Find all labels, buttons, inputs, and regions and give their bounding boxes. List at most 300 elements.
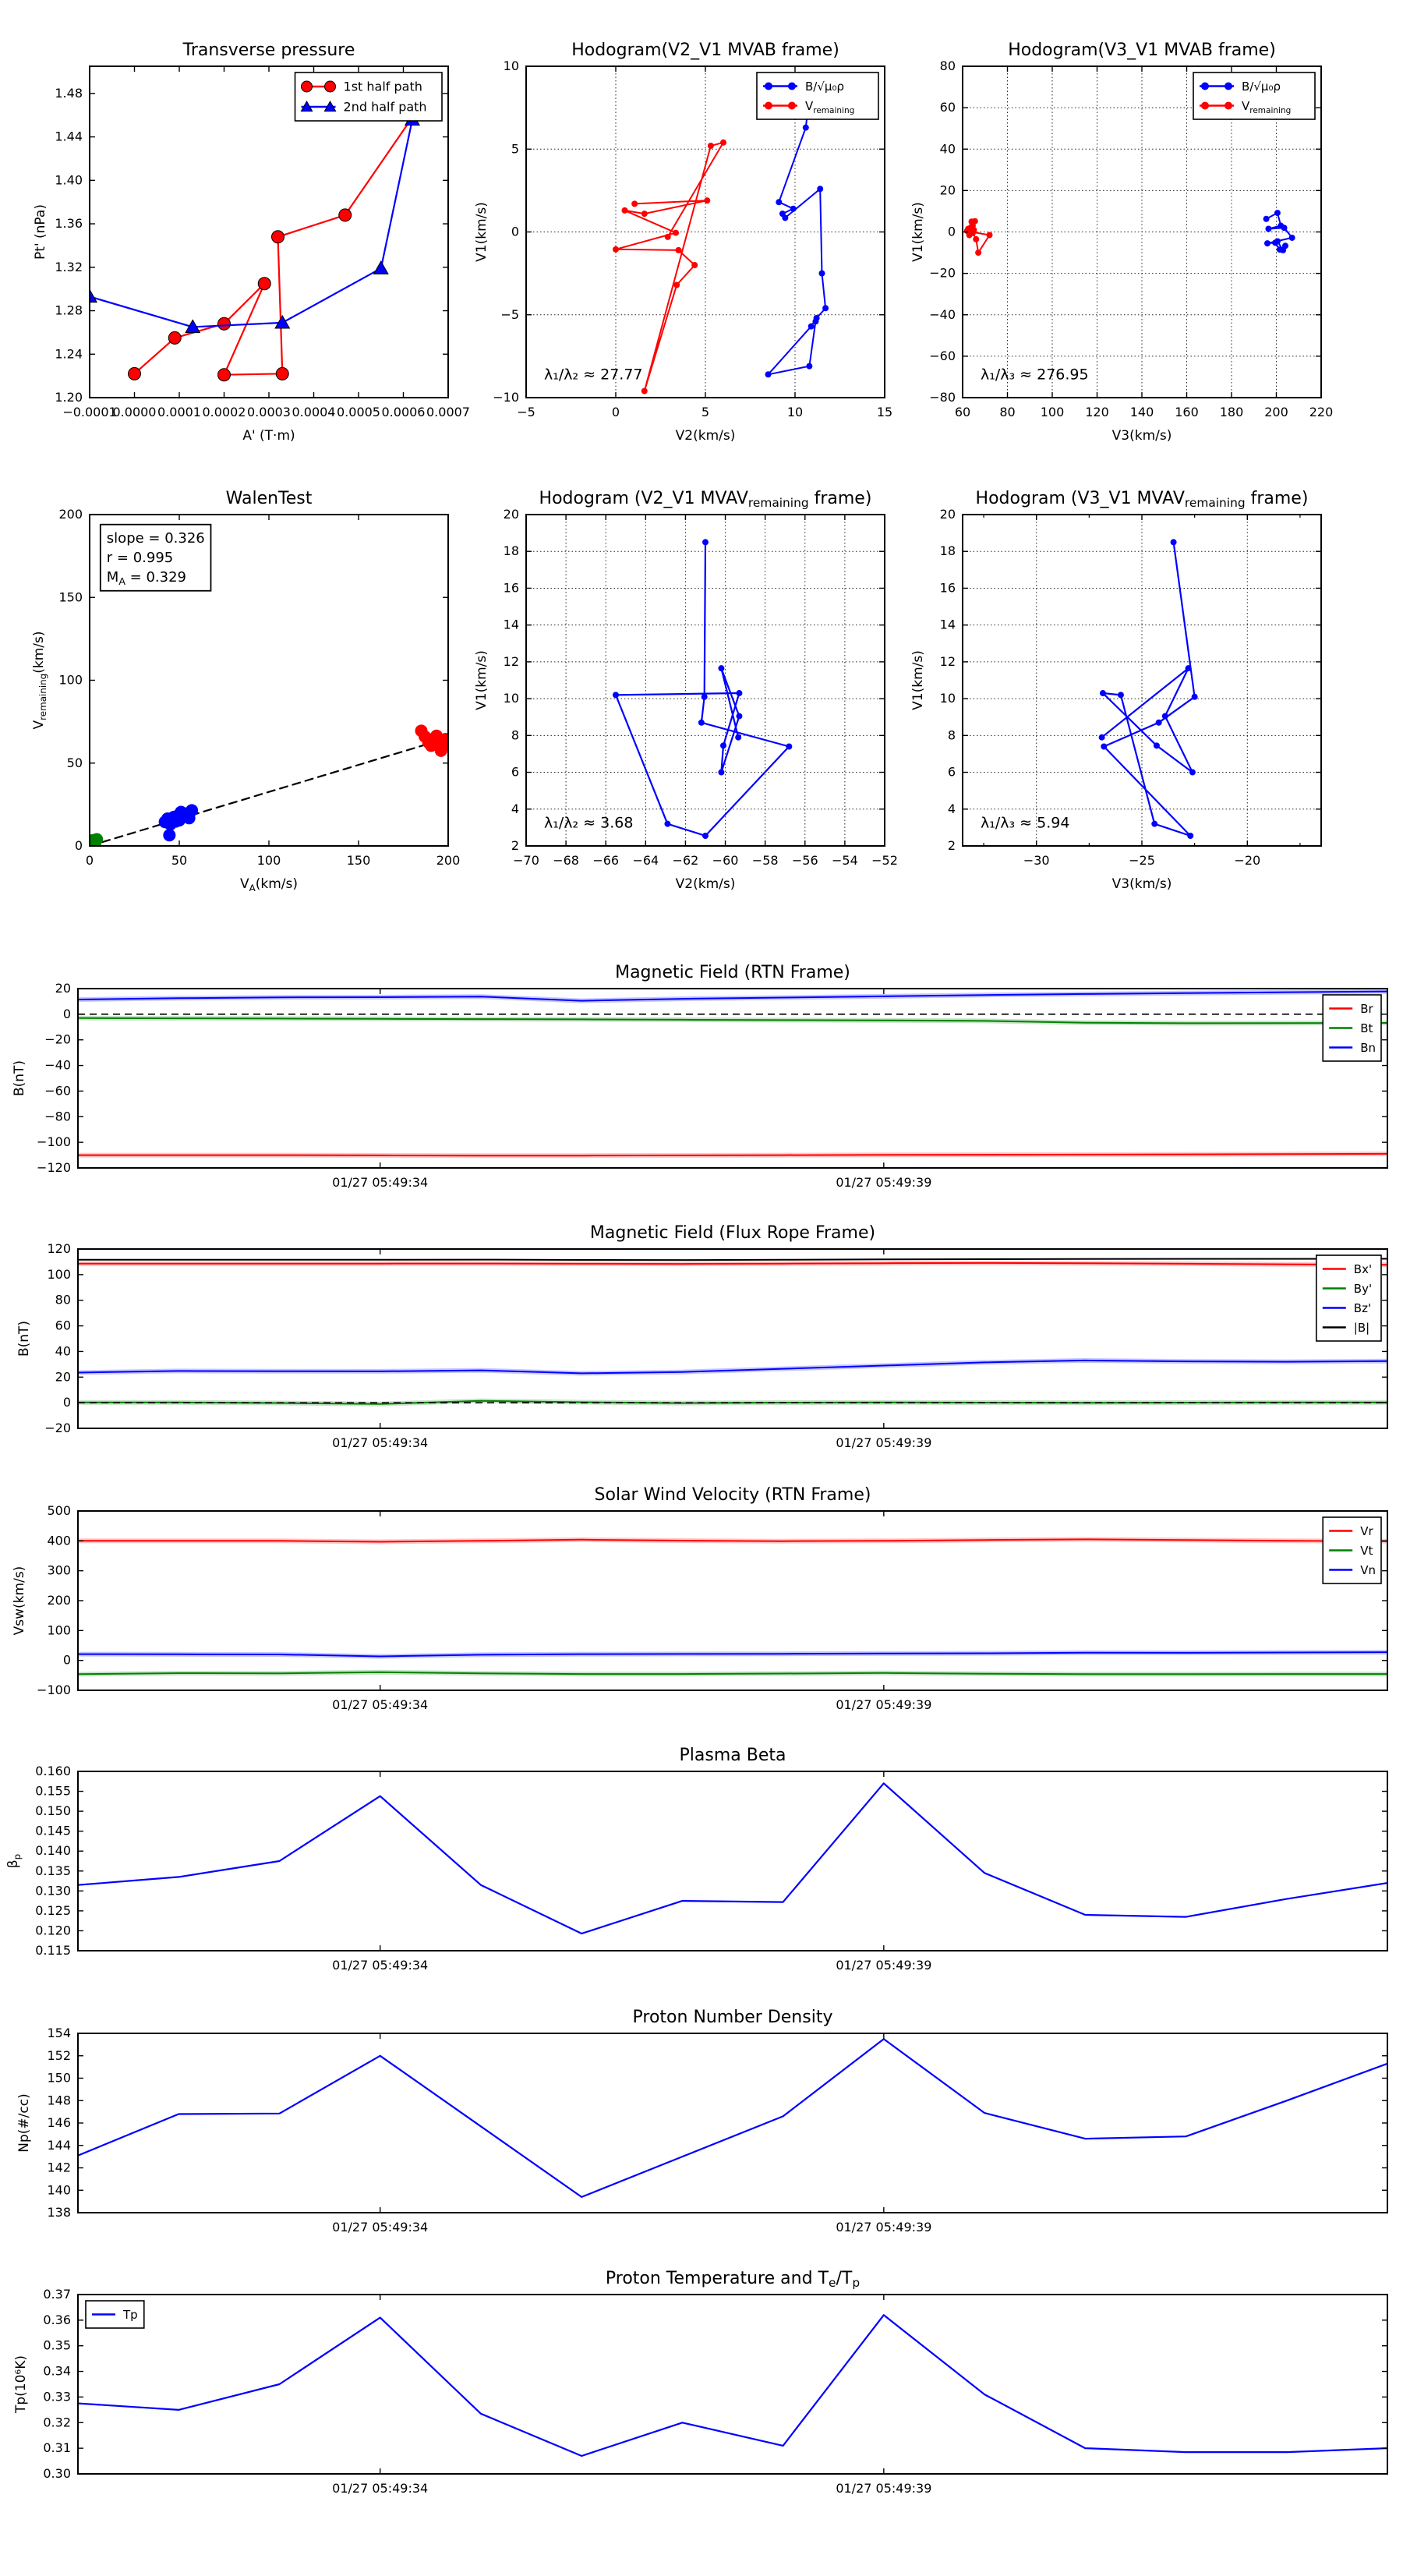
y-tick-label: 150: [47, 2070, 71, 2086]
y-axis-label: $V_{remaining}(km/s)$: [31, 631, 48, 730]
x-tick-label: 01/27 05:49:39: [836, 2220, 932, 2235]
axes-background: [78, 2033, 1387, 2213]
marker-dot: [613, 692, 619, 698]
x-tick-label: 120: [1085, 405, 1109, 419]
legend-label: |B|: [1353, 1320, 1370, 1335]
marker-dot: [702, 694, 708, 700]
y-tick-label: 1.44: [55, 129, 83, 144]
marker-dot: [817, 186, 823, 192]
marker-dot: [1186, 665, 1192, 671]
chart-title: Transverse pressure: [182, 41, 355, 60]
marker-dot: [975, 249, 981, 256]
marker-dot: [704, 197, 710, 203]
x-tick-label: 01/27 05:49:34: [332, 2220, 429, 2235]
y-axis-label: V1(km/s): [910, 650, 926, 710]
x-tick-label: 220: [1309, 405, 1334, 419]
marker-dot: [812, 318, 818, 324]
y-tick-label: 8: [511, 727, 519, 743]
y-tick-label: 500: [47, 1503, 71, 1518]
y-tick-label: 80: [939, 58, 956, 73]
marker-dot: [969, 229, 975, 235]
x-tick-label: 0: [85, 853, 94, 868]
marker-dot: [1101, 744, 1107, 750]
legend: [1323, 1517, 1381, 1583]
y-tick-label: 10: [939, 691, 956, 706]
marker-dot: [1162, 713, 1168, 720]
y-tick-label: −100: [37, 1134, 71, 1150]
marker-dot: [1171, 539, 1177, 545]
marker-dot: [718, 770, 724, 776]
marker-dot: [698, 720, 705, 726]
y-tick-label: 0.30: [43, 2466, 71, 2481]
x-tick-label: −70: [513, 853, 539, 868]
x-tick-label: −56: [791, 853, 818, 868]
y-tick-label: 0.155: [35, 1783, 71, 1799]
chart-proton-temp: [13, 2269, 1387, 2496]
y-axis-label: Tp(10⁶K): [13, 2355, 29, 2414]
x-tick-label: −62: [672, 853, 699, 868]
marker-dot: [1187, 833, 1193, 839]
marker-circle: [325, 81, 336, 92]
y-tick-label: 20: [55, 1369, 71, 1385]
y-tick-label: 150: [58, 589, 83, 605]
marker-dot: [641, 388, 648, 395]
axes-background: [78, 989, 1387, 1168]
x-tick-label: 0.0001: [157, 405, 201, 419]
y-tick-label: 0.120: [35, 1923, 71, 1938]
y-tick-label: 80: [55, 1292, 71, 1307]
y-tick-label: 0.33: [43, 2389, 71, 2404]
chart-proton-density: [16, 2008, 1387, 2235]
y-tick-label: 0.125: [35, 1902, 71, 1918]
y-tick-label: −100: [37, 1683, 71, 1697]
y-tick-label: 200: [47, 1593, 71, 1608]
y-tick-label: 400: [47, 1533, 71, 1548]
y-tick-label: 1.40: [55, 172, 83, 188]
x-tick-label: 140: [1129, 405, 1154, 419]
legend-label: Bt: [1360, 1021, 1373, 1035]
y-tick-label: 120: [47, 1241, 71, 1256]
marker-dot: [1151, 821, 1157, 827]
y-tick-label: 0.115: [35, 1943, 71, 1958]
y-tick-label: 100: [47, 1622, 71, 1638]
chart-hodogram-v2v1-mvav: [474, 489, 898, 892]
y-tick-label: 0: [511, 224, 519, 239]
y-tick-label: 60: [55, 1318, 71, 1333]
y-tick-label: 0.160: [35, 1764, 71, 1778]
y-tick-label: −20: [44, 1421, 71, 1435]
marker-dot: [819, 271, 825, 277]
y-axis-label: V1(km/s): [910, 202, 926, 262]
marker-circle: [218, 317, 231, 330]
y-tick-label: 2: [947, 838, 956, 853]
legend-label: B/√μ₀ρ: [805, 79, 844, 94]
y-tick-label: 6: [511, 764, 519, 780]
marker-dot: [641, 211, 648, 217]
x-tick-label: 0.0006: [381, 405, 426, 419]
marker-dot: [1274, 210, 1281, 216]
x-axis-label: V2(km/s): [675, 876, 736, 892]
marker-dot: [1263, 216, 1270, 222]
y-tick-label: 0.32: [43, 2415, 71, 2430]
marker-dot: [1118, 692, 1124, 698]
marker-dot: [622, 207, 628, 214]
legend-label: Vt: [1360, 1543, 1373, 1558]
y-tick-label: 16: [939, 580, 956, 596]
marker-dot: [1156, 720, 1162, 726]
chart-title: Magnetic Field (RTN Frame): [615, 963, 850, 982]
annotation-text: λ₁/λ₂ ≈ 27.77: [544, 366, 643, 384]
marker-dot: [1201, 102, 1209, 110]
legend-label: Tp: [123, 2307, 138, 2322]
y-tick-label: 142: [47, 2160, 71, 2175]
marker-circle: [276, 367, 288, 380]
marker-dot: [803, 125, 809, 131]
marker-dot: [1189, 770, 1196, 776]
marker-dot: [1099, 734, 1105, 741]
marker-dot: [765, 83, 772, 90]
chart-mag-rtn: [12, 963, 1387, 1190]
y-tick-label: 20: [939, 507, 956, 522]
marker-dot: [1264, 240, 1270, 246]
y-tick-label: 0: [62, 1006, 71, 1021]
x-tick-label: 80: [999, 405, 1016, 419]
y-tick-label: 20: [503, 507, 519, 522]
marker-dot: [987, 232, 993, 238]
x-tick-label: 01/27 05:49:39: [836, 1697, 932, 1712]
y-tick-label: −60: [929, 348, 956, 363]
chart-title: Hodogram(V2_V1 MVAB frame): [571, 41, 839, 60]
y-tick-label: 0.34: [43, 2363, 71, 2379]
x-tick-label: 01/27 05:49:39: [836, 2481, 932, 2496]
y-tick-label: 154: [47, 2026, 71, 2040]
y-axis-label: B(nT): [16, 1320, 32, 1357]
x-axis-label: A' (T·m): [242, 428, 295, 444]
y-tick-label: 100: [47, 1266, 71, 1282]
legend: [295, 73, 442, 121]
marker-dot: [1274, 238, 1281, 244]
legend-label: $V_{remaining}$: [805, 98, 855, 115]
x-tick-label: 01/27 05:49:39: [836, 1435, 932, 1450]
x-tick-label: 0.0004: [292, 405, 336, 419]
y-tick-label: 1.36: [55, 216, 83, 232]
y-tick-label: −40: [929, 306, 956, 322]
y-tick-label: 1.48: [55, 85, 83, 101]
y-tick-label: −120: [37, 1160, 71, 1175]
axes-background: [78, 2295, 1387, 2474]
y-tick-label: 18: [939, 543, 956, 559]
marker-dot: [776, 199, 782, 205]
marker-dot: [613, 246, 619, 253]
marker-dot: [173, 814, 186, 826]
marker-dot: [806, 363, 812, 370]
y-tick-label: 20: [939, 182, 956, 198]
y-axis-label: $\beta_p$: [5, 1853, 23, 1869]
chart-velocity-rtn: [12, 1485, 1387, 1712]
marker-dot: [788, 83, 796, 90]
marker-dot: [1289, 235, 1295, 241]
marker-dot: [435, 745, 447, 757]
chart-mag-fluxrope: [16, 1223, 1387, 1450]
marker-dot: [788, 102, 796, 110]
marker-dot: [691, 262, 698, 268]
marker-dot: [673, 230, 679, 236]
x-tick-label: 0: [611, 405, 620, 419]
x-tick-label: −68: [553, 853, 579, 868]
y-tick-label: 40: [939, 141, 956, 157]
y-tick-label: 2: [511, 838, 519, 853]
chart-plasma-beta: [5, 1746, 1387, 1973]
y-tick-label: 14: [939, 617, 956, 632]
y-tick-label: 0.130: [35, 1883, 71, 1898]
y-tick-label: 18: [503, 543, 519, 559]
legend-label: 2nd half path: [343, 99, 427, 115]
x-tick-label: 0.0005: [337, 405, 380, 419]
marker-dot: [736, 690, 742, 696]
marker-dot: [1265, 226, 1271, 232]
x-tick-label: 5: [701, 405, 710, 419]
x-tick-label: 01/27 05:49:34: [332, 1435, 429, 1450]
marker-dot: [702, 539, 709, 545]
legend-label: By': [1353, 1281, 1373, 1296]
marker-dot: [718, 665, 724, 671]
x-tick-label: −66: [592, 853, 620, 868]
x-tick-label: 01/27 05:49:39: [836, 1175, 932, 1190]
x-tick-label: 150: [346, 853, 371, 868]
x-tick-label: 01/27 05:49:34: [332, 1175, 429, 1190]
y-tick-label: 0: [62, 1652, 71, 1668]
y-tick-label: 5: [511, 141, 519, 157]
marker-dot: [765, 102, 772, 110]
x-tick-label: −5: [517, 405, 535, 419]
y-axis-label: Np(#/cc): [16, 2093, 32, 2153]
y-tick-label: 12: [939, 653, 956, 669]
y-tick-label: 12: [503, 653, 519, 669]
y-tick-label: 50: [66, 755, 83, 770]
y-tick-label: 1.28: [55, 303, 83, 318]
x-tick-label: −64: [632, 853, 659, 868]
y-axis-label: V1(km/s): [474, 202, 489, 262]
y-tick-label: 0.31: [43, 2440, 71, 2456]
marker-dot: [631, 200, 638, 207]
y-tick-label: 300: [47, 1562, 71, 1578]
legend-label: Vr: [1360, 1523, 1373, 1538]
chart-hodogram-v2v1-mvab: [474, 41, 892, 444]
marker-dot: [1201, 83, 1209, 90]
y-tick-label: 10: [503, 58, 519, 73]
y-axis-label: Vsw(km/s): [12, 1566, 27, 1636]
x-tick-label: 200: [1264, 405, 1288, 419]
y-tick-label: 0.135: [35, 1863, 71, 1878]
marker-dot: [973, 236, 979, 242]
y-tick-label: 1.20: [55, 390, 83, 405]
marker-dot: [1100, 690, 1106, 696]
marker-dot: [720, 742, 726, 748]
chart-title: Solar Wind Velocity (RTN Frame): [594, 1485, 871, 1505]
marker-circle: [272, 231, 284, 243]
marker-dot: [786, 744, 792, 750]
y-tick-label: 60: [939, 100, 956, 115]
chart-title: Proton Temperature and Te/Tp: [605, 2269, 861, 2290]
legend-label: Bx': [1353, 1261, 1373, 1276]
y-tick-label: −10: [493, 390, 519, 405]
x-tick-label: −60: [712, 853, 739, 868]
marker-dot: [87, 838, 99, 851]
marker-dot: [702, 833, 709, 839]
y-tick-label: 0: [62, 1395, 71, 1410]
marker-dot: [665, 234, 671, 240]
y-tick-label: 0.35: [43, 2337, 71, 2353]
y-axis-label: V1(km/s): [474, 650, 489, 710]
x-tick-label: −30: [1023, 853, 1050, 868]
chart-title: Magnetic Field (Flux Rope Frame): [589, 1223, 876, 1243]
marker-dot: [673, 282, 680, 288]
x-tick-label: 100: [256, 853, 281, 868]
x-tick-label: 01/27 05:49:34: [332, 1697, 429, 1712]
y-tick-label: 0.150: [35, 1803, 71, 1819]
y-tick-label: −80: [44, 1109, 71, 1124]
y-tick-label: 0.145: [35, 1823, 71, 1838]
marker-dot: [790, 206, 797, 212]
marker-dot: [1154, 742, 1160, 748]
legend-label: B/√μ₀ρ: [1242, 79, 1281, 94]
y-tick-label: 4: [511, 801, 519, 816]
marker-dot: [708, 143, 714, 149]
x-tick-label: −52: [871, 853, 898, 868]
annotation-text: λ₁/λ₃ ≈ 5.94: [981, 814, 1070, 832]
x-tick-label: 0.0007: [426, 405, 470, 419]
marker-dot: [186, 804, 198, 816]
y-tick-label: −80: [929, 390, 956, 405]
legend: [86, 2301, 144, 2328]
chart-walen-test: [31, 489, 460, 893]
x-tick-label: −25: [1129, 853, 1155, 868]
y-tick-label: 100: [58, 672, 83, 688]
x-tick-label: 100: [1040, 405, 1065, 419]
x-tick-label: 0.0000: [112, 405, 157, 419]
y-tick-label: 14: [503, 617, 519, 632]
marker-circle: [258, 278, 270, 290]
marker-dot: [822, 305, 829, 311]
legend: [1323, 995, 1381, 1061]
x-axis-label: V2(km/s): [675, 428, 736, 444]
chart-title: WalenTest: [225, 489, 313, 508]
marker-circle: [129, 367, 141, 380]
chart-hodogram-v3v1-mvav: [910, 489, 1321, 892]
x-tick-label: −54: [832, 853, 858, 868]
marker-dot: [782, 214, 788, 221]
marker-dot: [1192, 694, 1198, 700]
marker-dot: [720, 140, 726, 146]
y-tick-label: 138: [47, 2205, 71, 2220]
x-tick-label: 0.0003: [247, 405, 291, 419]
legend-label: $V_{remaining}$: [1242, 98, 1292, 115]
x-tick-label: −20: [1234, 853, 1261, 868]
legend: [757, 73, 878, 119]
x-tick-label: 01/27 05:49:39: [836, 1958, 932, 1973]
marker-dot: [664, 821, 670, 827]
x-tick-label: 0.0002: [202, 405, 246, 419]
legend-label: Br: [1360, 1001, 1373, 1016]
marker-dot: [1280, 247, 1286, 253]
y-tick-label: 10: [503, 691, 519, 706]
y-tick-label: 20: [55, 981, 71, 996]
y-axis-label: B(nT): [12, 1060, 27, 1097]
legend-label: Bn: [1360, 1040, 1376, 1055]
marker-dot: [735, 734, 741, 741]
x-tick-label: 15: [876, 405, 893, 419]
x-tick-label: 60: [954, 405, 971, 419]
x-tick-label: 180: [1219, 405, 1244, 419]
y-tick-label: −20: [929, 265, 956, 281]
y-tick-label: 8: [947, 727, 956, 743]
y-tick-label: 0.37: [43, 2287, 71, 2302]
y-tick-label: 152: [47, 2047, 71, 2063]
annotation-box-line: $M_A = 0.329$: [106, 568, 187, 587]
legend-label: 1st half path: [343, 79, 422, 94]
x-tick-label: 01/27 05:49:34: [332, 1958, 429, 1973]
y-tick-label: −60: [44, 1083, 71, 1099]
chart-title: Hodogram(V3_V1 MVAB frame): [1008, 41, 1276, 60]
x-axis-label: V3(km/s): [1111, 428, 1172, 444]
annotation-box-line: slope = 0.326: [106, 529, 205, 547]
marker-circle: [168, 331, 181, 344]
x-tick-label: −0.0001: [62, 405, 117, 419]
y-tick-label: 0: [74, 838, 83, 853]
legend-label: Bz': [1353, 1300, 1372, 1315]
legend: [1316, 1255, 1381, 1341]
marker-dot: [1225, 102, 1232, 110]
marker-dot: [1225, 83, 1232, 90]
marker-dot: [163, 829, 175, 841]
marker-circle: [218, 369, 231, 381]
y-tick-label: 200: [58, 507, 83, 522]
legend-label: Vn: [1360, 1562, 1376, 1577]
y-tick-label: 6: [947, 764, 956, 780]
chart-title: Hodogram (V3_V1 MVAVremaining frame): [975, 489, 1309, 510]
y-tick-label: 140: [47, 2182, 71, 2198]
marker-dot: [1281, 225, 1288, 231]
y-tick-label: 146: [47, 2115, 71, 2130]
marker-dot: [808, 324, 815, 330]
y-tick-label: 144: [47, 2137, 71, 2153]
x-tick-label: 200: [436, 853, 461, 868]
x-axis-label: V3(km/s): [1111, 876, 1172, 892]
marker-dot: [736, 713, 742, 720]
annotation-text: λ₁/λ₂ ≈ 3.68: [544, 814, 634, 832]
x-tick-label: 10: [786, 405, 804, 419]
marker-circle: [302, 81, 313, 92]
chart-hodogram-v3v1-mvab: [910, 41, 1333, 444]
y-tick-label: 40: [55, 1343, 71, 1359]
y-tick-label: −20: [44, 1031, 71, 1047]
y-tick-label: 0.140: [35, 1843, 71, 1859]
x-tick-label: 50: [171, 853, 188, 868]
chart-title: Hodogram (V2_V1 MVAVremaining frame): [539, 489, 872, 510]
x-axis-label: $V_A(km/s)$: [239, 876, 299, 893]
marker-dot: [765, 371, 772, 377]
y-tick-label: 4: [947, 801, 956, 816]
x-tick-label: 160: [1175, 405, 1199, 419]
marker-dot: [676, 247, 682, 253]
chart-transverse-pressure: [33, 41, 470, 444]
y-tick-label: 1.24: [55, 346, 83, 362]
y-tick-label: −5: [500, 306, 519, 322]
x-tick-label: 01/27 05:49:34: [332, 2481, 429, 2496]
annotation-box-line: r = 0.995: [106, 549, 174, 566]
y-tick-label: 16: [503, 580, 519, 596]
legend: [1193, 73, 1315, 119]
